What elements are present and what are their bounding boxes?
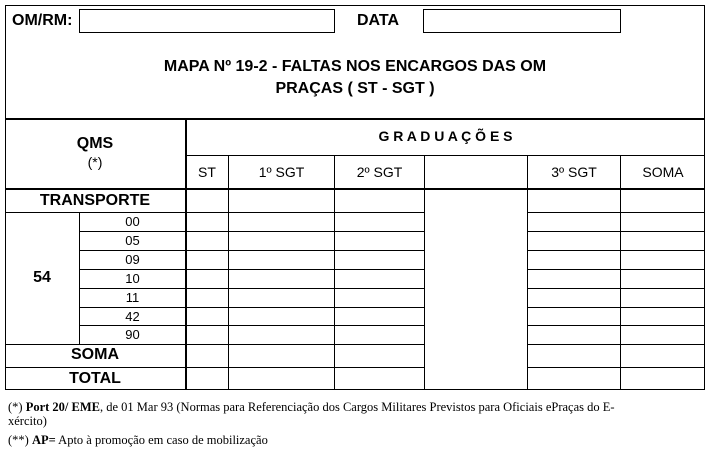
row-rule [5,344,425,345]
column-header-rule [5,188,705,190]
col-div-2 [334,155,335,390]
row-rule [527,288,705,289]
footnote-2: (**) AP= Apto à promoção em caso de mobilização [8,433,268,447]
row-rule [79,325,425,326]
sub-row-label: 10 [125,271,140,286]
col-header-1sgt: 1º SGT [258,164,305,180]
map-title-line2: PRAÇAS ( ST - SGT ) [275,80,435,97]
header-bottom-rule [5,118,705,120]
data-input[interactable] [423,9,621,33]
row-rule [527,325,705,326]
sub-row-label: 09 [125,252,140,267]
graduacoes-label: G R A D U A Ç Õ E S [378,128,513,144]
row-rule [527,250,705,251]
col-header-3sgt: 3º SGT [551,164,597,180]
row-total-label: TOTAL [69,370,121,387]
row-rule [527,344,705,345]
col-div-5 [620,155,621,390]
sub-row-label: 05 [125,233,140,248]
row-rule [527,231,705,232]
sub-row-label: 11 [125,290,140,305]
footnote-1: (*) Port 20/ EME, de 01 Mar 93 (Normas para Referenciação dos Cargos Militares Previstos para Oficiais ePraças do E- xército) [8,400,615,428]
sub-row-label: 00 [125,214,140,229]
col-header-soma: SOMA [642,164,684,180]
row-soma-label: SOMA [71,346,119,363]
data-label: DATA [357,12,400,29]
row-transporte-label: TRANSPORTE [39,192,151,209]
sub-row-label: 42 [125,309,140,324]
sub-row-label: 90 [125,327,140,342]
col-div-4 [527,155,528,390]
qms-col-divider [185,118,187,390]
qms-label: QMS [76,135,114,152]
col-div-3 [424,155,425,390]
row-rule [527,307,705,308]
row-rule [79,250,425,251]
row-rule [527,269,705,270]
graduacoes-rule [186,155,705,156]
col-header-2sgt: 2º SGT [356,164,403,180]
row-rule [5,212,425,213]
row-rule [527,367,705,368]
col-div-1 [228,155,229,390]
row-rule [79,307,425,308]
om-label: OM/RM: [12,12,73,29]
group-label: 54 [33,269,51,286]
row-rule [79,231,425,232]
row-rule [79,288,425,289]
om-input[interactable] [79,9,335,33]
row-rule [79,269,425,270]
row-rule [5,367,425,368]
col-header-st: ST [198,164,216,180]
map-title-line1: MAPA Nº 19-2 - FALTAS NOS ENCARGOS DAS OM [163,58,547,75]
qms-note: (*) [87,154,103,170]
row-rule [527,212,705,213]
